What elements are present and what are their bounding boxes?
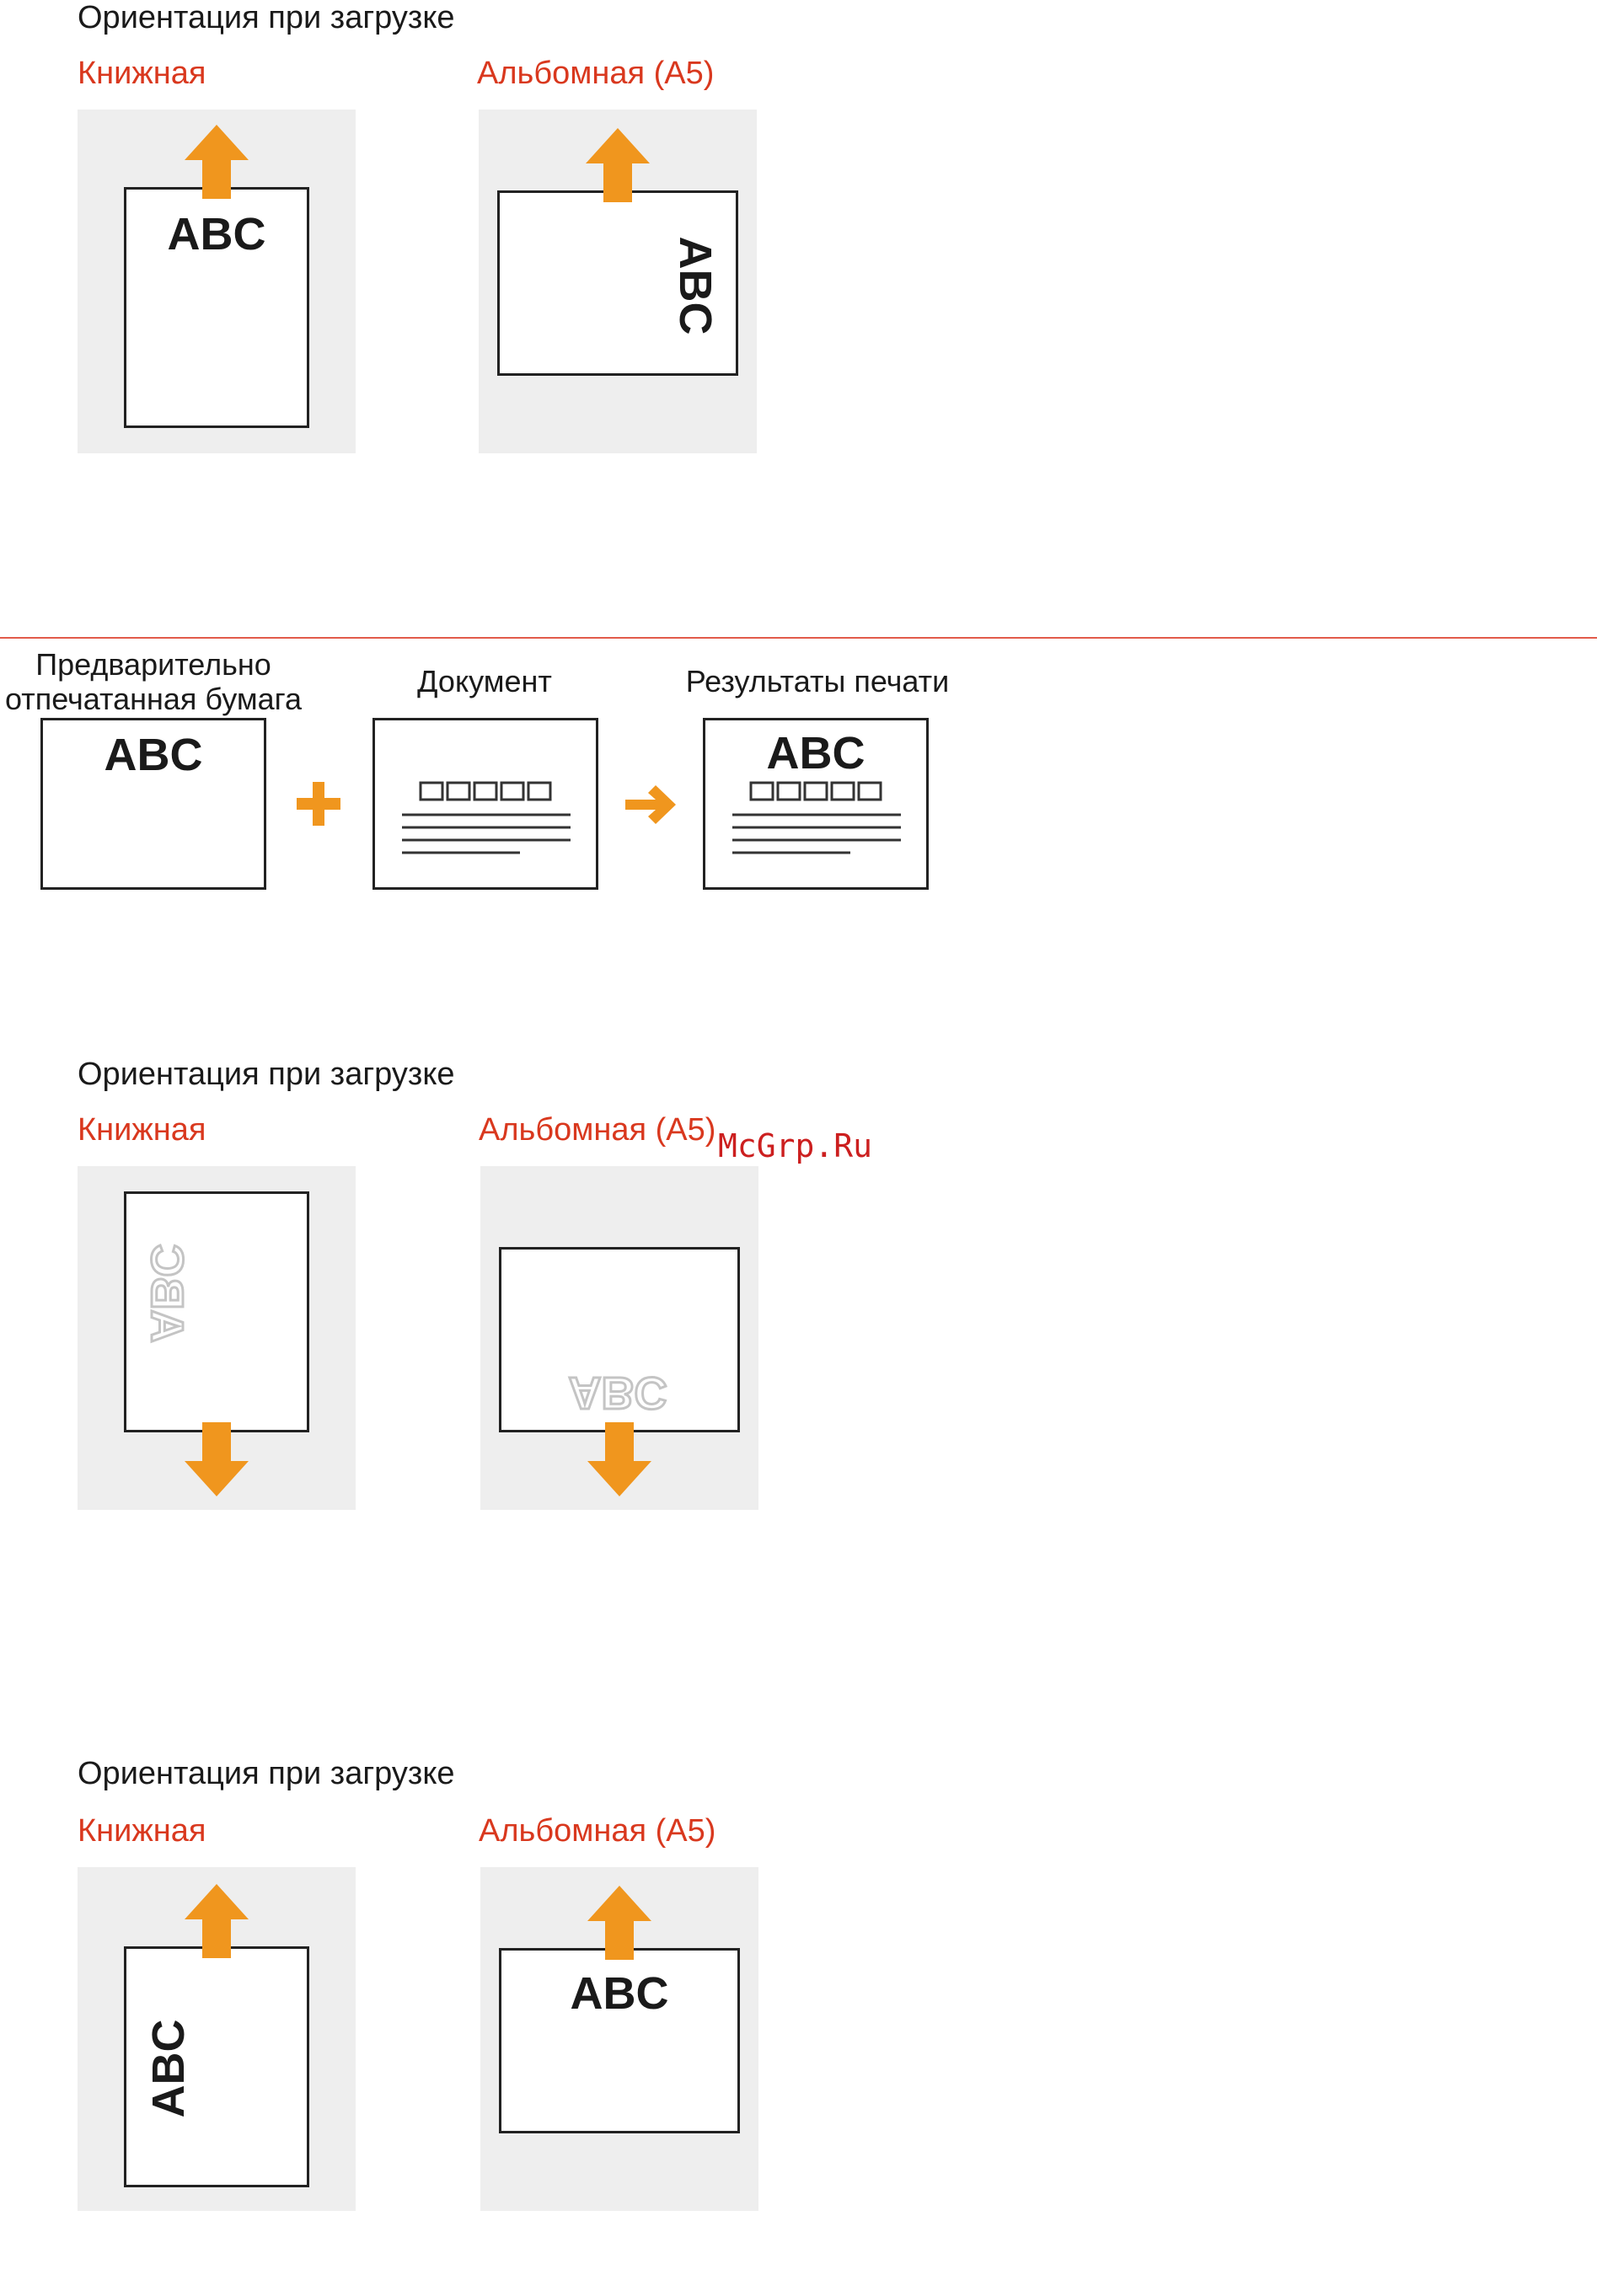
result-caption: Результаты печати <box>685 664 950 698</box>
section3-portrait-panel <box>78 1867 356 2211</box>
section2-landscape-panel <box>480 1166 758 1510</box>
section1-landscape-panel <box>479 110 757 453</box>
section1-heading: Ориентация при загрузке <box>78 0 455 35</box>
feed-direction-down-icon <box>587 1422 651 1496</box>
watermark: McGrp.Ru <box>718 1127 873 1164</box>
preprinted-sheet <box>40 718 266 890</box>
section3-portrait-label: Книжная <box>78 1813 206 1849</box>
landscape-sheet <box>499 1247 740 1432</box>
document-content-lines <box>375 720 596 887</box>
document-caption: Документ <box>417 664 552 698</box>
feed-direction-up-icon <box>586 128 650 202</box>
landscape-sheet <box>497 190 738 376</box>
preprinted-sheet-text: ABC <box>104 730 203 780</box>
preprinted-caption <box>0 647 307 717</box>
section2-heading: Ориентация при загрузке <box>78 1057 455 1092</box>
feed-direction-up-icon <box>587 1886 651 1960</box>
sheet-text-faint: ABC <box>568 1367 667 1418</box>
plus-icon <box>297 782 340 826</box>
sheet-text-rotated: ABC <box>670 236 721 335</box>
preprinted-caption-line2: отпечатанная бумага <box>5 682 302 717</box>
section1-landscape-label: Альбомная (A5) <box>477 56 715 91</box>
section3-heading: Ориентация при загрузке <box>78 1756 455 1791</box>
section3-landscape-label: Альбомная (A5) <box>479 1813 716 1849</box>
portrait-sheet <box>124 1946 309 2187</box>
section1-portrait-panel <box>78 110 356 453</box>
result-content-lines <box>705 720 926 887</box>
arrow-right-icon <box>625 785 676 824</box>
preprinted-caption-line1: Предварительно <box>35 647 271 682</box>
sheet-text-rotated: ABC <box>143 2019 194 2118</box>
sheet-text-faint: ABC <box>142 1244 192 1343</box>
portrait-sheet <box>124 187 309 428</box>
section-divider <box>0 637 1597 639</box>
section1-portrait-label: Книжная <box>78 56 206 91</box>
sheet-text: ABC <box>570 1968 669 2019</box>
section3-landscape-panel <box>480 1867 758 2211</box>
result-sheet <box>703 718 929 890</box>
section2-portrait-panel <box>78 1166 356 1510</box>
landscape-sheet <box>499 1948 740 2133</box>
sheet-text: ABC <box>167 209 266 260</box>
feed-direction-up-icon <box>185 125 249 199</box>
feed-direction-down-icon <box>185 1422 249 1496</box>
result-sheet-text: ABC <box>766 728 865 779</box>
portrait-sheet <box>124 1191 309 1432</box>
section2-landscape-label: Альбомная (A5) <box>479 1112 716 1148</box>
section2-portrait-label: Книжная <box>78 1112 206 1148</box>
feed-direction-up-icon <box>185 1884 249 1958</box>
document-sheet <box>372 718 598 890</box>
